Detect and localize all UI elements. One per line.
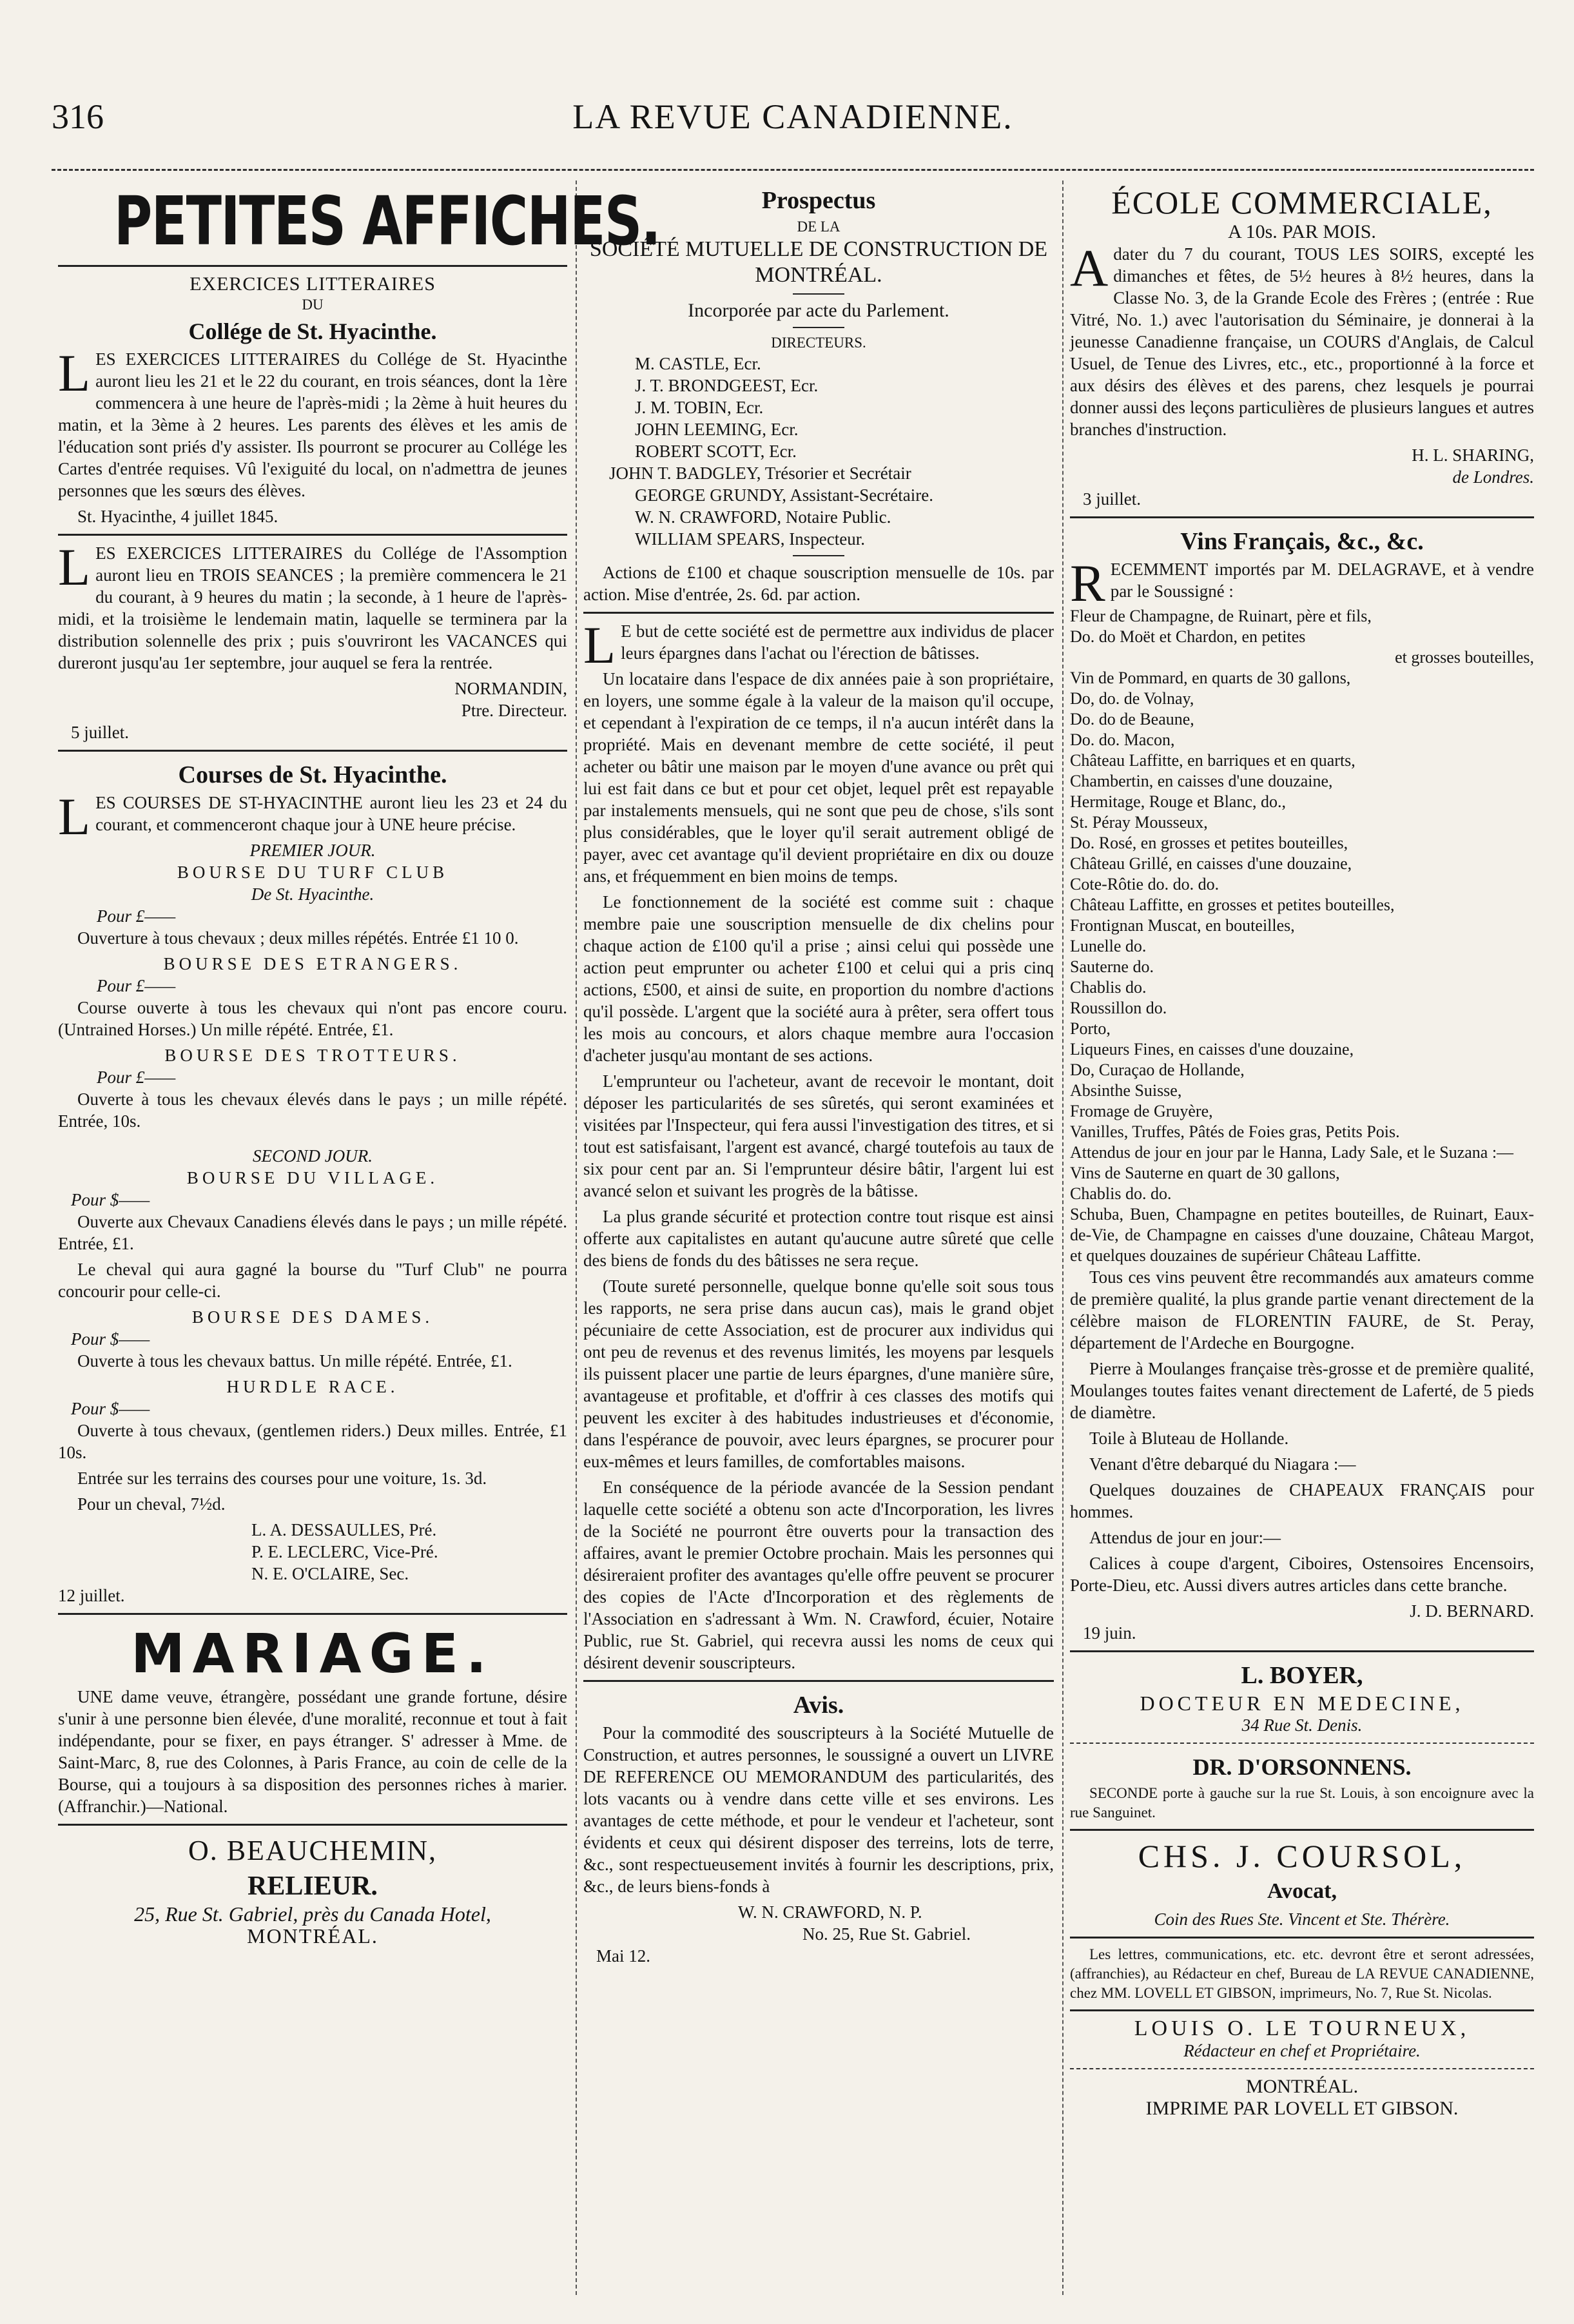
vins-item: Château Grillé, en caisses d'une douzaine, xyxy=(1070,854,1352,873)
exercices-college-st-hyacinthe xyxy=(58,273,567,527)
assomption-date: 5 juillet. xyxy=(71,723,129,742)
vins-item: Chablis do. do. xyxy=(1070,1184,1172,1203)
exercices-assomption xyxy=(58,538,567,743)
prospectus-p6: (Toute sureté personnelle, quelque bonne qu'elle soit sous tous les rapports, ne sera prise dans aucun cas), mais le grand objet pécuniaire de cette Association, est de procurer aux individus qui ont peu de revenus et des revenus limités, les moyens par lesquels ils puissent placer une partie de leurs épargnes, d'une manière sûre, avantageuse et profitable, et d'offrir à ces classes des motifs qui peuvent les exciter à des habitudes industrieuses et d'économie, dans l'espérance de pouvoir, avec leurs épargnes, se procurer pour eux-mêmes et leurs familles, de comfortables maisons. xyxy=(583,1276,1054,1471)
rule xyxy=(583,1680,1054,1682)
societe-name: SOCIÉTÉ MUTUELLE DE CONSTRUCTION DE MONTRÉAL. xyxy=(589,237,1048,287)
pour-6: Pour $—— xyxy=(71,1399,150,1418)
beauchemin-ad xyxy=(58,1832,567,1947)
officer-president: L. A. DESSAULLES, Pré. xyxy=(251,1520,437,1539)
petites-affiches-heading: PETITES AFFICHES. xyxy=(113,182,661,260)
rule xyxy=(58,1824,567,1826)
rule xyxy=(1070,2009,1534,2011)
de-st-hyacinthe: De St. Hyacinthe. xyxy=(251,884,374,904)
vins-item: Château Laffitte, en grosses et petites bouteilles, xyxy=(1070,895,1395,914)
bourse-trotteurs: BOURSE DES TROTTEURS. xyxy=(164,1046,461,1065)
bourse-etrangers: BOURSE DES ETRANGERS. xyxy=(163,954,462,973)
pour-2: Pour £—— xyxy=(97,976,176,995)
vins-p4: Toile à Bluteau de Hollande. xyxy=(1089,1429,1289,1448)
boyer-ad xyxy=(1070,1659,1534,1736)
race-1-text: Ouverture à tous chevaux ; deux milles répétés. Entrée £1 10 0. xyxy=(77,928,519,948)
actions-text: Actions de £100 et chaque souscription mensuelle de 10s. par action. Mise d'entrée, 2s. 6d. par action. xyxy=(583,563,1054,604)
directeur: J. M. TOBIN, Ecr. xyxy=(635,398,764,417)
bourse-village: BOURSE DU VILLAGE. xyxy=(186,1168,439,1187)
vins-item: Lunelle do. xyxy=(1070,937,1147,955)
vins-item: Do. Rosé, en grosses et petites bouteilles, xyxy=(1070,834,1348,852)
race-4-note: Le cheval qui aura gagné la bourse du "Turf Club" ne pourra concourir pour celle-ci. xyxy=(58,1260,567,1301)
colophon xyxy=(1070,2018,1534,2120)
vins-p2: Tous ces vins peuvent être recommandés aux amateurs comme de première qualité, la plus grande partie venant directement de la célèbre maison de FLORENTIN FAURE, de St. Peray, département de l'Ardeche en Bourgogne. xyxy=(1070,1267,1534,1352)
vins-item: Sauterne do. xyxy=(1070,957,1154,976)
vins-item: Schuba, Buen, Champagne en petites bouteilles, de Ruinart, Eaux-de-Vie, de Champagne en caisses d'une douzaine, Château Margot, et quelques douzaines de supérieur Château Laffitte. xyxy=(1070,1205,1534,1265)
ecole-title: ÉCOLE COMMERCIALE, xyxy=(1111,184,1493,220)
rule xyxy=(58,534,567,536)
vins-item: Cote-Rôtie do. do. do. xyxy=(1070,875,1219,893)
orsonnens-body: SECONDE porte à gauche sur la rue St. Louis, à son encoignure avec la rue Sanguinet. xyxy=(1070,1785,1534,1821)
tourneux-name: LOUIS O. LE TOURNEUX, xyxy=(1134,2016,1470,2040)
beauchemin-city: MONTRÉAL. xyxy=(247,1924,378,1948)
avis-title: Avis. xyxy=(793,1692,844,1719)
avis-signer: W. N. CRAWFORD, N. P. xyxy=(738,1902,922,1922)
colophon-city: MONTRÉAL. xyxy=(1245,2076,1359,2097)
vins-item: St. Péray Mousseux, xyxy=(1070,813,1208,832)
rule xyxy=(583,612,1054,614)
rule xyxy=(1070,1743,1534,1744)
ecole-signer: H. L. SHARING, xyxy=(1412,445,1534,465)
pour-5: Pour $—— xyxy=(71,1329,150,1349)
vins-item: Vins de Sauterne en quart de 30 gallons, xyxy=(1070,1164,1340,1182)
vins-title: Vins Français, &c., &c. xyxy=(1180,528,1424,555)
officer-vice-president: P. E. LECLERC, Vice-Pré. xyxy=(251,1542,438,1561)
column-divider-2 xyxy=(1062,181,1064,2295)
coursol-title: Avocat, xyxy=(1267,1879,1337,1903)
vins-p3: Pierre à Moulanges française très-grosse et de première qualité, Moulanges toutes faites venant directement de Laferté, de 5 pieds de diamètre. xyxy=(1070,1359,1534,1422)
column-left xyxy=(58,182,661,1948)
courses-date: 12 juillet. xyxy=(58,1586,125,1605)
pour-3: Pour £—— xyxy=(97,1068,176,1087)
courses-st-hyacinthe xyxy=(58,758,567,1606)
vins-item: Do. do. Macon, xyxy=(1070,730,1175,749)
column-divider-1 xyxy=(576,181,577,2295)
beauchemin-address: 25, Rue St. Gabriel, près du Canada Hotel, xyxy=(134,1902,491,1926)
header-rule xyxy=(52,169,1534,171)
beauchemin-name: O. BEAUCHEMIN, xyxy=(188,1835,438,1866)
vins-item: Do, Curaçao de Hollande, xyxy=(1070,1060,1245,1079)
beauchemin-trade: RELIEUR. xyxy=(248,1871,378,1901)
vins-item: Do. do de Beaune, xyxy=(1070,710,1194,728)
vins-item: Vanilles, Truffes, Pâtés de Foies gras, Petits Pois. xyxy=(1070,1122,1400,1141)
directeur: JOHN LEEMING, Ecr. xyxy=(635,420,799,439)
race-3-text: Ouverte à tous les chevaux élevés dans le pays ; un mille répété. Entrée, 10s. xyxy=(58,1089,567,1131)
ecole-commerciale-ad xyxy=(1070,184,1534,510)
vins-item: Château Laffitte, en barriques et en quarts, xyxy=(1070,751,1355,770)
pour-4: Pour $—— xyxy=(71,1190,150,1209)
lettres-notice: Les lettres, communications, etc. etc. devront être et seront adressées, (affranchies), au Rédacteur en chef, Bureau de LA REVUE CANADIENNE, chez MM. LOVELL ET GIBSON, imprimeurs, No. 7, Rue St. Nicolas. xyxy=(1070,1946,1534,2001)
directeurs-list xyxy=(583,353,1054,550)
dropcap: L xyxy=(58,344,91,402)
exercices-dateline: St. Hyacinthe, 4 juillet 1845. xyxy=(77,507,278,526)
courses-intro: ES COURSES DE ST-HYACINTHE auront lieu les 23 et 24 du courant, et commenceront chaque jour à UNE heure précise. xyxy=(95,793,567,834)
page-number: 316 xyxy=(52,97,104,136)
vins-item: Liqueurs Fines, en caisses d'une douzaine, xyxy=(1070,1040,1354,1059)
vins-francais-ad xyxy=(1070,525,1534,1644)
rule xyxy=(58,265,567,267)
vins-intro: ECEMMENT importés par M. DELAGRAVE, et à vendre par le Soussigné : xyxy=(1110,560,1534,601)
avis-address: No. 25, Rue St. Gabriel. xyxy=(802,1924,971,1944)
exercices-body: ES EXERCICES LITTERAIRES du Collége de St. Hyacinthe auront lieu les 21 et le 22 du courant, en trois séances, dont la 1ère commencera à une heure de l'après-midi ; la 2ème à huit heures du matin, et la 3ème à 2 heures. Les parents des élèves et les amis de l'éducation sont priés d'y assister. Ils pourront se procurer au Collége les Cartes d'entrée requises. Vû l'exiguité du local, on n'admettra de jeunes personnes que les sœurs des élèves. xyxy=(58,349,567,500)
directeur: GEORGE GRUNDY, Assistant-Secrétaire. xyxy=(635,485,933,505)
page-header xyxy=(52,97,1534,161)
coursol-name: CHS. J. COURSOL, xyxy=(1138,1838,1466,1874)
rule xyxy=(1070,1829,1534,1831)
rule xyxy=(1070,1937,1534,1938)
vins-item: Frontignan Muscat, en bouteilles, xyxy=(1070,916,1295,935)
mariage-title: MARIAGE. xyxy=(131,1622,494,1685)
orsonnens-ad xyxy=(1070,1750,1534,1822)
boyer-name: L. BOYER, xyxy=(1241,1662,1363,1689)
prospectus-p3: Le fonctionnement de la société est comme suit : chaque membre paie une souscription mensuelle de dix chelins pour chaque action de £100 qu'il a prise ; ainsi celui qui possède une action peut emprunter ou acheter £100 et celui qui a pris cinq actions, £500, et ainsi de suite, en proportion du nombre d'actions qu'il possède. L'argent que la société aura à prêter, sera offert tous les mois au concours, et alors chaque membre aura l'occasion d'acheter jusqu'au montant de ses actions. xyxy=(583,892,1054,1065)
premier-jour: PREMIER JOUR. xyxy=(249,841,376,860)
rule xyxy=(1070,1650,1534,1652)
mariage-ad xyxy=(58,1621,567,1817)
coursol-ad xyxy=(1070,1837,1534,1930)
dropcap: L xyxy=(58,787,91,846)
vins-item: Vin de Pommard, en quarts de 30 gallons, xyxy=(1070,669,1351,687)
vins-item: Chambertin, en caisses d'une douzaine, xyxy=(1070,772,1333,790)
vins-p7: Attendus de jour en jour:— xyxy=(1089,1528,1281,1547)
dropcap: L xyxy=(583,616,616,674)
prospectus-p1: E but de cette société est de permettre aux individus de placer leurs épargnes dans l'achat ou l'érection de bâtisses. xyxy=(621,621,1054,663)
dropcap: L xyxy=(58,538,91,596)
race-6-entry: Entrée sur les terrains des courses pour une voiture, 1s. 3d. xyxy=(77,1469,487,1488)
dropcap: R xyxy=(1070,554,1105,612)
ecole-body: dater du 7 du courant, TOUS LES SOIRS, excepté les dimanches et fêtes, de 5½ heures à 8½ heures, dans la Classe No. 3, de la Grande Ecole des Frères ; (entrée : Rue Vitré, No. 1.) avec l'autorisation du Séminaire, je donnerai à la jeunesse Canadienne française, un COURS d'Anglais, de Calcul Usuel, de Tenue des Livres, etc., etc., proportionné à la force et aux désirs des élèves et des parens, chez lesquels je pourrai donner aussi des leçons particulières de plusieurs langues et autres branches d'instruction. xyxy=(1070,244,1534,439)
bourse-dames: BOURSE DES DAMES. xyxy=(191,1307,434,1327)
vins-list xyxy=(1070,606,1534,1266)
vins-item: Attendus de jour en jour par le Hanna, Lady Sale, et le Suzana :— xyxy=(1070,1143,1514,1162)
vins-p5: Venant d'être debarqué du Niagara :— xyxy=(1089,1454,1356,1474)
incorporee: Incorporée par acte du Parlement. xyxy=(688,300,949,321)
prospectus-title: Prospectus xyxy=(761,187,876,214)
vins-item: Fleur de Champagne, de Ruinart, père et fils, xyxy=(1070,607,1372,625)
ecole-subtitle: A 10s. PAR MOIS. xyxy=(1228,221,1376,242)
prospectus-p5: La plus grande sécurité et protection contre tout risque est ainsi offerte aux capitalistes en autant qu'aucune autre sûreté que celle des biens de fonds du des bâtisses ne sera reçue. xyxy=(583,1207,1054,1270)
directeur: W. N. CRAWFORD, Notaire Public. xyxy=(635,507,891,527)
coursol-address: Coin des Rues Ste. Vincent et Ste. Thérère. xyxy=(1154,1909,1450,1929)
rule xyxy=(1070,2068,1534,2069)
vins-item: Fromage de Gruyère, xyxy=(1070,1102,1213,1120)
avis-body: Pour la commodité des souscripteurs à la Société Mutuelle de Construction, et autres personnes, le soussigné a ouvert un LIVRE DE REFERENCE OU MEMORANDUM des particularités, des lots vacants ou à vendre dans cette ville et ses environs. Les avantages de cette méthode, et pour le vendeur et l'acheteur, sont évidents et ceux qui désirent disposer des terreins, lots de terre, &c., sont respectueusement invités à fournir les descriptions, prix, &c., de leurs biens-fonds à xyxy=(583,1723,1054,1896)
race-4-text: Ouverte aux Chevaux Canadiens élevés dans le pays ; un mille répété. Entrée, £1. xyxy=(58,1212,567,1253)
assomption-body: ES EXERCICES LITTERAIRES du Collége de l'Assomption auront lieu en TROIS SEANCES ; la première commencera le 21 du courant, à 9 heures du matin ; la seconde, à 1 heure de l'après-midi, et la troisième le lendemain matin, laquelle se terminera par la distribution solennelle des prix ; puis s'ouvriront les VACANCES qui dureront jusqu'au 1er septembre, jour auquel se fera la rentrée. xyxy=(58,543,567,672)
mariage-body: UNE dame veuve, étrangère, possédant une grande fortune, désire s'unir à une personne bien élevée, d'une moralité, reconnue et tout à fait indépendante, pour se fixer, en pays étranger. S' adresser à Mme. de Saint-Marc, 8, rue des Colonnes, à Paris France, au coin de celle de la Bourse, qui a toujours à sa disposition des personnes riches à marier. (Affranchir.)—National. xyxy=(58,1687,567,1816)
dropcap: A xyxy=(1070,239,1109,297)
rule xyxy=(1070,516,1534,518)
vins-item: Do, do. de Volnay, xyxy=(1070,689,1194,708)
directeur: M. CASTLE, Ecr. xyxy=(635,354,761,373)
ecole-from: de Londres. xyxy=(1452,467,1534,487)
orsonnens-name: DR. D'ORSONNENS. xyxy=(1192,1754,1412,1780)
vins-item: Roussillon do. xyxy=(1070,999,1167,1017)
assomption-signer: NORMANDIN, xyxy=(454,679,567,698)
race-2-text: Course ouverte à tous les chevaux qui n'ont pas encore couru. (Untrained Horses.) Un mille répété. Entrée, £1. xyxy=(58,998,567,1039)
exercices-du: DU xyxy=(302,297,324,313)
prospectus-p4: L'emprunteur ou l'acheteur, avant de recevoir le montant, doit déposer les particularités de ses sûretés, qui seront examinées et visitées par l'Inspecteur, qui fera aussi l'investigation des titres, et si tout est satisfaisant, l'argent est avancé, chargé toutefois au taux de six pour cent par an. Si l'emprunteur désire bâtir, l'argent lui est avancé selon et suivant les progrès de la bâtisse. xyxy=(583,1071,1054,1200)
race-6-horse: Pour un cheval, 7½d. xyxy=(77,1494,226,1514)
vins-item: Absinthe Suisse, xyxy=(1070,1081,1182,1100)
prospectus-de-la: DE LA xyxy=(797,219,840,235)
prospectus-p2: Un locataire dans l'espace de dix années paie à son propriétaire, en loyers, une somme égale à la valeur de la maison qu'il occupe, et cependant à l'expiration de ce temps, il n'a aucun intérêt dans la propriété. Mais en devenant membre de cette société, il peut acheter ou bâtir une maison par le moyen d'une avance ou prêt qui lui est fait dans ce but et pour cet objet, lequel prêt est repayable par instalements mensuels, qui ne sont que peu de chose, s'ils sont plus considérables, que le loyer qu'il serait autrement obligé de payer, avec cet avantage qu'il devient propriétaire en dix ou douze ans, et fréquemment en bien moins de temps. xyxy=(583,669,1054,886)
race-5-text: Ouverte à tous les chevaux battus. Un mille répété. Entrée, £1. xyxy=(77,1351,512,1371)
colophon-printer: IMPRIME PAR LOVELL ET GIBSON. xyxy=(1145,2098,1459,2119)
race-6-text: Ouverte à tous chevaux, (gentlemen riders.) Deux milles. Entrée, £1 10s. xyxy=(58,1421,567,1462)
vins-item: Chablis do. xyxy=(1070,978,1147,997)
boyer-address: 34 Rue St. Denis. xyxy=(1241,1715,1363,1735)
ecole-date: 3 juillet. xyxy=(1083,489,1141,509)
vins-item: et grosses bouteilles, xyxy=(1395,648,1534,667)
tourneux-title: Rédacteur en chef et Propriétaire. xyxy=(1183,2041,1421,2060)
officer-secretary: N. E. O'CLAIRE, Sec. xyxy=(251,1564,409,1583)
college-name: Collége de St. Hyacinthe. xyxy=(188,318,437,344)
directeur: WILLIAM SPEARS, Inspecteur. xyxy=(635,529,865,549)
bourse-turf-club: BOURSE DU TURF CLUB xyxy=(177,863,449,882)
running-title: LA REVUE CANADIENNE. xyxy=(572,97,1013,136)
second-jour: SECOND JOUR. xyxy=(253,1146,373,1166)
vins-item: Do. do Moët et Chardon, en petites xyxy=(1070,627,1306,646)
vins-item: Porto, xyxy=(1070,1019,1111,1038)
exercices-title: EXERCICES LITTERAIRES xyxy=(189,273,436,295)
rule xyxy=(58,750,567,752)
prospectus-p7: En conséquence de la période avancée de la Session pendant laquelle cette société a obtenu son acte d'Incorporation, les livres de la Société ne pourront être ouverts pour la transaction des affaires, avant le premier Octobre prochain. Mais les personnes qui désireraient profiter des avantages qu'elle offre peuvent se procurer des copies de l'Acte d'Incorporation et des règlements de l'Association en s'adressant à Wm. N. Crawford, écuier, Notaire Public, rue St. Gabriel, qui recevra aussi les noms de ceux qui désirent devenir souscripteurs. xyxy=(583,1478,1054,1672)
directeur: JOHN T. BADGLEY, Trésorier et Secrétair xyxy=(609,464,911,483)
boyer-title: DOCTEUR EN MEDECINE, xyxy=(1140,1692,1464,1715)
column-right xyxy=(1070,184,1534,2120)
avis-date: Mai 12. xyxy=(596,1946,650,1966)
column-middle xyxy=(583,184,1054,1967)
directeur: J. T. BRONDGEEST, Ecr. xyxy=(635,376,819,395)
directeurs-title: DIRECTEURS. xyxy=(771,335,866,351)
vins-p6: Quelques douzaines de CHAPEAUX FRANÇAIS pour hommes. xyxy=(1070,1480,1534,1521)
rule xyxy=(58,1613,567,1615)
courses-title: Courses de St. Hyacinthe. xyxy=(178,761,447,788)
vins-item: Hermitage, Rouge et Blanc, do., xyxy=(1070,792,1287,811)
hurdle-race: HURDLE RACE. xyxy=(226,1377,399,1396)
vins-signer: J. D. BERNARD. xyxy=(1410,1601,1534,1621)
vins-p8: Calices à coupe d'argent, Ciboires, Ostensoires Encensoirs, Porte-Dieu, etc. Aussi divers autres articles dans cette branche. xyxy=(1070,1554,1534,1595)
pour-1: Pour £—— xyxy=(97,906,176,926)
vins-date: 19 juin. xyxy=(1083,1623,1136,1643)
assomption-role: Ptre. Directeur. xyxy=(461,701,567,720)
directeur: ROBERT SCOTT, Ecr. xyxy=(635,442,797,461)
